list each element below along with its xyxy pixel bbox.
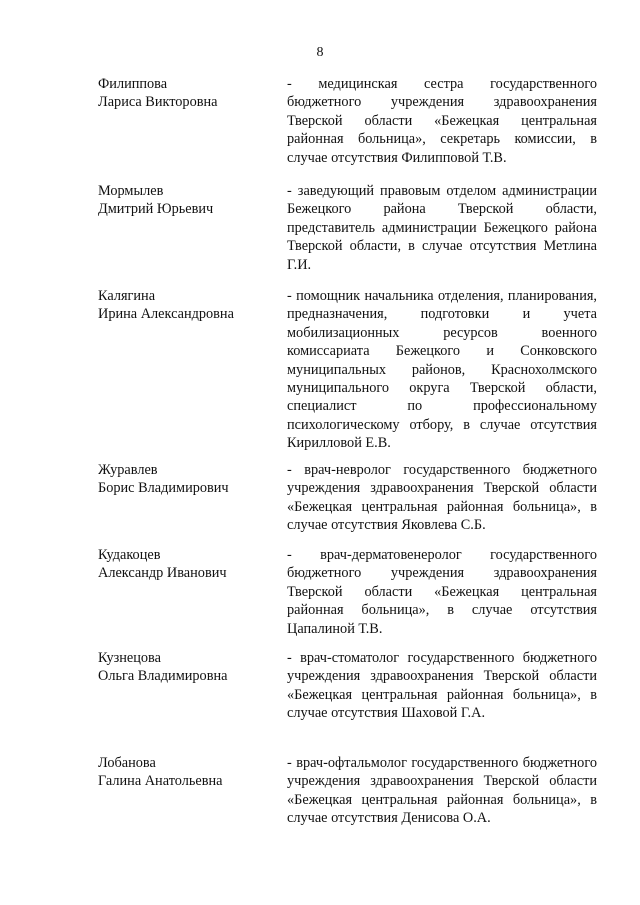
member-given-names: Ольга Владимировна [98,668,228,685]
member-given-names: Александр Иванович [98,565,227,582]
member-name [98,754,278,791]
member-description [287,754,597,828]
member-name [98,546,278,583]
member-description [287,182,597,274]
member-given-names: Борис Владимирович [98,480,229,497]
member-surname: Мормылев [98,183,164,199]
member-given-names: Лариса Викторовна [98,94,218,111]
member-name [98,649,278,686]
member-description [287,649,597,723]
member-surname: Кузнецова [98,650,161,666]
member-description [287,461,597,535]
member-surname: Калягина [98,288,156,304]
member-given-names: Ирина Александровна [98,306,234,323]
member-description [287,75,597,167]
member-given-names: Галина Анатольевна [98,773,223,790]
member-description-text: - врач-стоматолог государственного бюджетного учреждения здравоохранения Тверской области «Бежецкая центральная районная больница», в случае отсутствия Шаховой Г.А. [287,650,597,722]
member-name [98,75,278,112]
member-description-text: - врач-офтальмолог государственного бюджетного учреждения здравоохранения Тверской области «Бежецкая центральная районная больница», в случае отсутствия Денисова О.А. [287,755,597,827]
member-description-text: - помощник начальника отделения, планирования, предназначения, подготовки и учета мобилизационных ресурсов военного комиссариата Бежецкого и Сонковского муниципальных районов, Краснохолмского муниципального округа Тверской области, специалист по профессиональному психологическому отбору, в случае отсутствия Кирилловой Е.В. [287,288,597,452]
member-name [98,182,278,219]
member-description-text: - медицинская сестра государственного бюджетного учреждения здравоохранения Тверской области «Бежецкая центральная районная больница», секретарь комиссии, в случае отсутствия Филипповой Т.В. [287,76,597,166]
member-description-text: - заведующий правовым отделом администрации Бежецкого района Тверской области, представитель администрации Бежецкого района Тверской области, в случае отсутствия Метлина Г.И. [287,183,597,273]
member-surname: Журавлев [98,462,158,478]
member-description-text: - врач-дерматовенеролог государственного бюджетного учреждения здравоохранения Тверской области «Бежецкая центральная районная больница», в случае отсутствия Цапалиной Т.В. [287,547,597,637]
member-surname: Лобанова [98,755,156,771]
member-name [98,461,278,498]
member-surname: Кудакоцев [98,547,161,563]
member-description [287,546,597,638]
member-surname: Филиппова [98,76,168,92]
member-name [98,287,278,324]
page-number: 8 [316,45,324,60]
member-description [287,287,597,453]
member-description-text: - врач-невролог государственного бюджетного учреждения здравоохранения Тверской области «Бежецкая центральная районная больница», в случае отсутствия Яковлева С.Б. [287,462,597,534]
member-given-names: Дмитрий Юрьевич [98,201,214,218]
